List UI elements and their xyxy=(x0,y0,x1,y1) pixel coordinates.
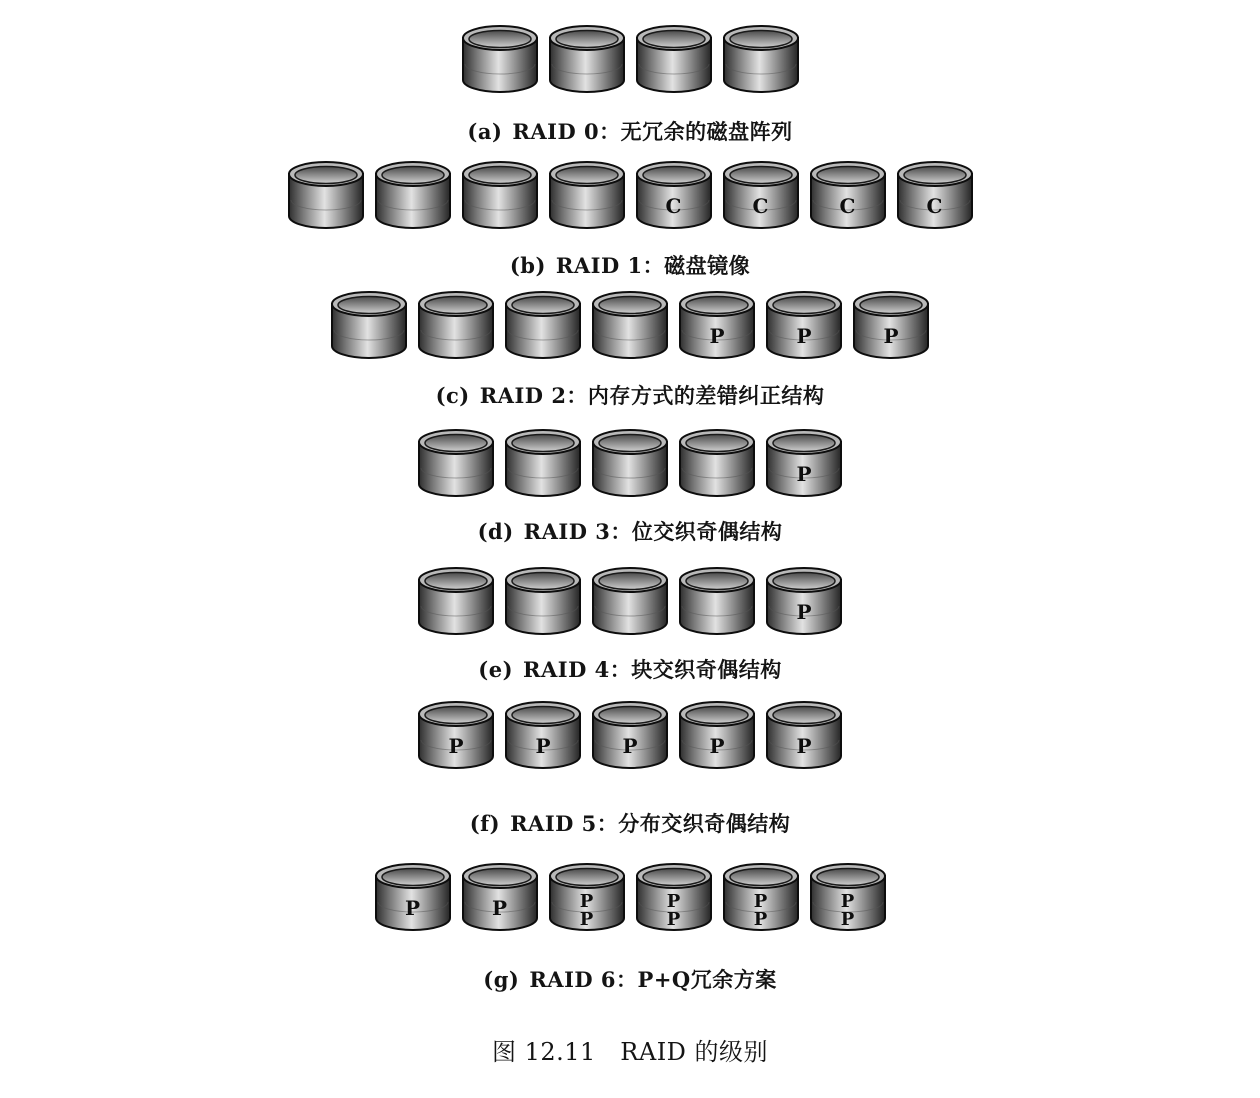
caption-text: RAID 1：磁盘镜像 xyxy=(555,253,751,278)
parity-mark: P xyxy=(491,896,508,920)
disk-cylinder-graphic xyxy=(417,290,495,360)
disk-marks xyxy=(635,196,713,216)
disk-icon xyxy=(809,160,887,230)
disk-cylinder-graphic xyxy=(374,160,452,230)
caption-label: (d) xyxy=(477,519,514,544)
disk-icon xyxy=(722,862,800,932)
disk-icon xyxy=(591,566,669,636)
disk-cylinder-graphic xyxy=(504,290,582,360)
disk-icon xyxy=(374,160,452,230)
disk-cylinder-graphic xyxy=(417,428,495,498)
parity-mark: P xyxy=(796,600,812,624)
disk-marks xyxy=(852,326,930,346)
disk-icon xyxy=(765,700,843,770)
disk-icon xyxy=(722,160,800,230)
copy-mark: C xyxy=(752,194,769,218)
caption-label: (b) xyxy=(509,253,546,278)
caption-text: RAID 5：分布交织奇偶结构 xyxy=(510,811,791,836)
raid-level-caption xyxy=(0,380,1260,410)
raid-disk-row xyxy=(0,290,1260,360)
parity-mark: P xyxy=(579,891,594,912)
disk-marks xyxy=(765,326,843,346)
disk-cylinder-graphic xyxy=(461,160,539,230)
raid-level-caption xyxy=(0,808,1260,838)
caption-label: (f) xyxy=(469,811,501,836)
copy-mark: C xyxy=(665,194,682,218)
raid-disk-row xyxy=(0,700,1260,770)
disk-cylinder-graphic xyxy=(635,24,713,94)
disk-cylinder-graphic xyxy=(548,24,626,94)
disk-icon xyxy=(417,290,495,360)
disk-marks xyxy=(678,326,756,346)
disk-icon xyxy=(548,862,626,932)
disk-marks xyxy=(417,736,495,756)
copy-mark: C xyxy=(926,194,943,218)
parity-mark: P xyxy=(883,324,899,348)
disk-icon xyxy=(374,862,452,932)
raid-level-caption xyxy=(0,964,1260,994)
disk-cylinder-graphic xyxy=(417,566,495,636)
disk-icon xyxy=(765,290,843,360)
disk-cylinder-graphic xyxy=(591,428,669,498)
disk-icon xyxy=(678,566,756,636)
disk-marks xyxy=(809,893,887,929)
disk-cylinder-graphic xyxy=(287,160,365,230)
disk-icon xyxy=(461,862,539,932)
disk-icon xyxy=(635,160,713,230)
disk-cylinder-graphic xyxy=(591,566,669,636)
disk-icon xyxy=(287,160,365,230)
disk-icon xyxy=(504,700,582,770)
disk-cylinder-graphic xyxy=(591,290,669,360)
caption-label: (a) xyxy=(467,119,503,144)
disk-icon xyxy=(461,24,539,94)
disk-icon xyxy=(548,160,626,230)
raid-level-caption xyxy=(0,250,1260,280)
parity-mark: P xyxy=(535,734,551,758)
caption-text: RAID 0：无冗余的磁盘阵列 xyxy=(512,119,793,144)
disk-icon xyxy=(678,428,756,498)
disk-marks xyxy=(765,464,843,484)
disk-icon xyxy=(591,428,669,498)
disk-cylinder-graphic xyxy=(548,160,626,230)
disk-icon xyxy=(722,24,800,94)
raid-disk-row xyxy=(0,566,1260,636)
caption-label: (c) xyxy=(435,383,470,408)
parity-mark: P xyxy=(796,462,812,486)
disk-cylinder-graphic xyxy=(678,428,756,498)
disk-icon xyxy=(852,290,930,360)
disk-icon xyxy=(635,862,713,932)
disk-cylinder-graphic xyxy=(678,566,756,636)
raid-disk-row xyxy=(0,24,1260,94)
disk-icon xyxy=(896,160,974,230)
parity-mark: P xyxy=(840,909,855,930)
parity-mark: P xyxy=(666,909,681,930)
raid-disk-row xyxy=(0,428,1260,498)
parity-mark: P xyxy=(622,734,638,758)
parity-mark: P xyxy=(709,734,725,758)
disk-icon xyxy=(678,700,756,770)
disk-marks xyxy=(461,898,539,918)
disk-cylinder-graphic xyxy=(461,24,539,94)
disk-marks xyxy=(809,196,887,216)
figure-title: 图 12.11 RAID 的级别 xyxy=(491,1038,769,1066)
disk-icon xyxy=(591,290,669,360)
caption-label: (e) xyxy=(478,657,514,682)
disk-icon xyxy=(765,566,843,636)
raid-level-caption xyxy=(0,516,1260,546)
disk-icon xyxy=(504,566,582,636)
parity-mark: P xyxy=(796,734,812,758)
disk-cylinder-graphic xyxy=(504,566,582,636)
disk-icon xyxy=(809,862,887,932)
parity-mark: P xyxy=(753,909,768,930)
disk-icon xyxy=(635,24,713,94)
parity-mark: P xyxy=(666,891,681,912)
copy-mark: C xyxy=(839,194,856,218)
disk-icon xyxy=(765,428,843,498)
caption-text: RAID 4：块交织奇偶结构 xyxy=(523,657,782,682)
disk-marks xyxy=(678,736,756,756)
disk-icon xyxy=(504,428,582,498)
disk-icon xyxy=(591,700,669,770)
raid-level-caption xyxy=(0,654,1260,684)
disk-cylinder-graphic xyxy=(722,24,800,94)
parity-mark: P xyxy=(579,909,594,930)
parity-mark: P xyxy=(448,734,464,758)
disk-icon xyxy=(548,24,626,94)
disk-marks xyxy=(374,898,452,918)
disk-cylinder-graphic xyxy=(504,428,582,498)
disk-marks xyxy=(896,196,974,216)
caption-label: (g) xyxy=(483,967,520,992)
parity-mark: P xyxy=(404,896,421,920)
disk-marks xyxy=(722,196,800,216)
disk-marks xyxy=(722,893,800,929)
raid-level-caption xyxy=(0,116,1260,146)
parity-mark: P xyxy=(753,891,768,912)
disk-marks xyxy=(765,602,843,622)
disk-icon xyxy=(504,290,582,360)
disk-cylinder-graphic xyxy=(330,290,408,360)
disk-marks xyxy=(635,893,713,929)
disk-icon xyxy=(330,290,408,360)
raid-disk-row xyxy=(0,862,1260,932)
parity-mark: P xyxy=(709,324,725,348)
disk-icon xyxy=(678,290,756,360)
raid-disk-row xyxy=(0,160,1260,230)
disk-marks xyxy=(504,736,582,756)
disk-icon xyxy=(417,700,495,770)
caption-text: RAID 3：位交织奇偶结构 xyxy=(523,519,783,544)
disk-icon xyxy=(417,566,495,636)
disk-marks xyxy=(765,736,843,756)
caption-text: RAID 2：内存方式的差错纠正结构 xyxy=(479,383,825,408)
disk-icon xyxy=(417,428,495,498)
parity-mark: P xyxy=(796,324,812,348)
caption-text: RAID 6：P+Q冗余方案 xyxy=(529,967,777,992)
disk-icon xyxy=(461,160,539,230)
parity-mark: P xyxy=(840,891,855,912)
disk-marks xyxy=(591,736,669,756)
disk-marks xyxy=(548,893,626,929)
